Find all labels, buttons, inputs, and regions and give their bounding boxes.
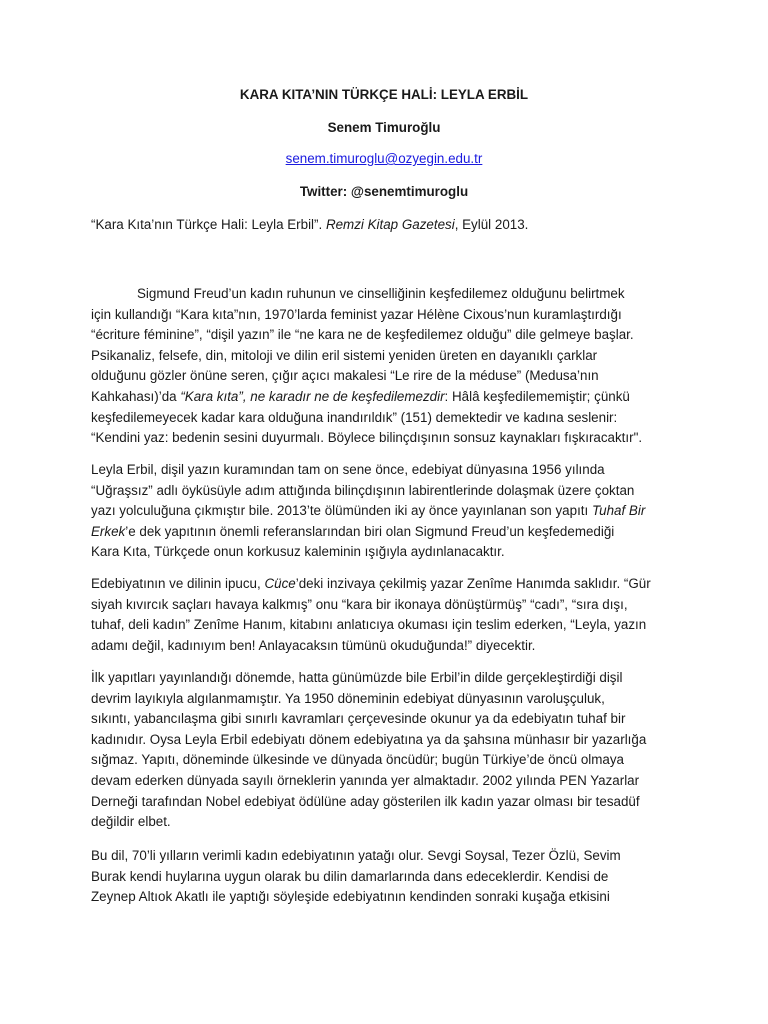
citation <box>91 217 528 232</box>
text-line: siyah kıvırcık saçları havaya kalkmış” onu “kara bir ikonaya dönüştürmüş” “cadı”, “sıra dışı, <box>91 596 628 612</box>
text-line <box>91 522 681 543</box>
text-segment: yazı yolculuğuna çıkmıştır bile. 2013’te ölümünden iki ay önce yayınlanan son yapıtı <box>91 503 592 519</box>
text-line: Zeynep Altıok Akatlı ile yaptığı söyleşide edebiyatının kendinden sonraki kuşağa etkisini <box>91 889 610 905</box>
text-line: Burak kendi huylarına uygun olarak bu dilin damarlarında dans edeceklerdir. Kendisi de <box>91 868 609 884</box>
text-line: adamı değil, kadınıyım ben! Anlayacaksın tümünü okuduğunda!” diyecektir. <box>91 637 536 653</box>
author-email <box>0 151 768 166</box>
text-line <box>91 574 681 595</box>
text-line: Leyla Erbil, dişil yazın kuramından tam on sene önce, edebiyat dünyasına 1956 yılında <box>91 462 605 477</box>
text-line: Kara Kıta, Türkçede onun korkusuz kaleminin ışığıyla aydınlanacaktır. <box>91 544 505 560</box>
paragraph-2 <box>91 460 681 563</box>
text-segment: ’deki inzivaya çekilmiş yazar Zenîme Hanımda saklıdır. “Gür <box>295 576 651 591</box>
article-title: KARA KITA’NIN TÜRKÇE HALİ: LEYLA ERBİL <box>239 87 529 102</box>
text-line: “écriture féminine”, “dişil yazın” ile “ne kara ne de keşfedilemez olduğu” dile gelmeye başlar. <box>91 327 634 343</box>
text-line <box>91 387 681 408</box>
text-line: devrim layıkıyla algılanmamıştır. Ya 1950 döneminin edebiyat dünyasının varoluşçuluk, <box>91 690 605 706</box>
text-line: Sigmund Freud’un kadın ruhunun ve cinselliğinin keşfedilemez olduğunu belirtmek <box>137 286 625 301</box>
text-segment: Kahkahası)’da <box>91 388 181 404</box>
text-line: sığmaz. Yapıtı, döneminde ülkesinde ve dünyada öncüdür; bugün Türkiye’de öncü olmaya <box>91 752 624 768</box>
text-line: keşfedilemeyecek kadar kara olduğuna inandırıldık” (151) demektedir ve kadına seslenir: <box>91 409 618 425</box>
text-line: olduğunu gözler önüne seren, çığır açıcı makalesi “Le rire de la méduse” (Medusa’nın <box>91 368 599 384</box>
italic-title: Cüce <box>264 576 296 591</box>
text-line: tuhaf, deli kadın” Zenîme Hanım, kitabını anlatıcıya okuması için teslim ederken, “Leyla, yazın <box>91 617 647 633</box>
author-twitter: Twitter: @senemtimuroglu <box>299 184 469 199</box>
citation-title: “Kara Kıta’nın Türkçe Hali: Leyla Erbil”. <box>91 217 326 232</box>
paragraph-4 <box>91 668 681 833</box>
text-line: kadınıdır. Oysa Leyla Erbil edebiyatı dönem edebiyatına ya da şahsına münhasır bir yazarlığa <box>91 731 647 747</box>
text-line: “Kendini yaz: bedenin sesini duyurmalı. Böylece bilinçdışının sonsuz kaynakları fışkıracaktır". <box>91 430 643 446</box>
text-line: Psikanaliz, felsefe, din, mitoloji ve dilin eril sistemi yeniden üreten en dayanıklı çarklar <box>91 347 598 363</box>
text-line: için kullandığı “Kara kıta”nın, 1970’larda feminist yazar Hélène Cixous’nun kuramlaştırdığı <box>91 306 622 322</box>
paragraph-1 <box>91 284 681 449</box>
text-line: devam ederken dünyada sayılı örneklerin yanında yer almaktadır. 2002 yılında PEN Yazarlar <box>91 772 640 788</box>
text-line: Bu dil, 70’li yılların verimli kadın edebiyatının yatağı olur. Sevgi Soysal, Tezer Özlü, Sevim <box>91 848 621 863</box>
italic-title: Erkek <box>91 523 126 539</box>
author-name: Senem Timuroğlu <box>327 120 441 135</box>
text-line: sıkıntı, yabancılaşma gibi sınırlı kavramları çerçevesinde okunur ya da edebiyatın tuhaf bir <box>91 711 626 727</box>
text-line: Derneği tarafından Nobel edebiyat ödülüne aday gösterilen ilk kadın yazar olması bir tesadüf <box>91 793 640 809</box>
text-line <box>91 501 681 522</box>
italic-quote: “Kara kıta”, ne karadır ne de keşfedilemezdir <box>180 388 445 404</box>
paragraph-5 <box>91 846 681 908</box>
email-link[interactable]: senem.timuroglu@ozyegin.edu.tr <box>285 151 483 166</box>
text-line: değildir elbet. <box>91 814 171 830</box>
text-segment: : Hâlâ keşfedilememiştir; çünkü <box>444 388 630 404</box>
paragraph-3 <box>91 574 681 656</box>
text-segment: Edebiyatının ve dilinin ipucu, <box>91 576 265 591</box>
citation-date: , Eylül 2013. <box>454 217 529 232</box>
italic-title: Tuhaf Bir <box>591 503 646 519</box>
text-segment: ’e dek yapıtının önemli referanslarından biri olan Sigmund Freud’un keşfedemediği <box>125 523 615 539</box>
text-line: İlk yapıtları yayınlandığı dönemde, hatta günümüzde bile Erbil’in dilde gerçekleştirdiği dişil <box>91 670 623 685</box>
citation-journal: Remzi Kitap Gazetesi <box>325 217 455 232</box>
text-line: “Uğraşsız” adlı öyküsüyle adım attığında bilinçdışının labirentlerinde dolaşmak üzere çoktan <box>91 482 635 498</box>
